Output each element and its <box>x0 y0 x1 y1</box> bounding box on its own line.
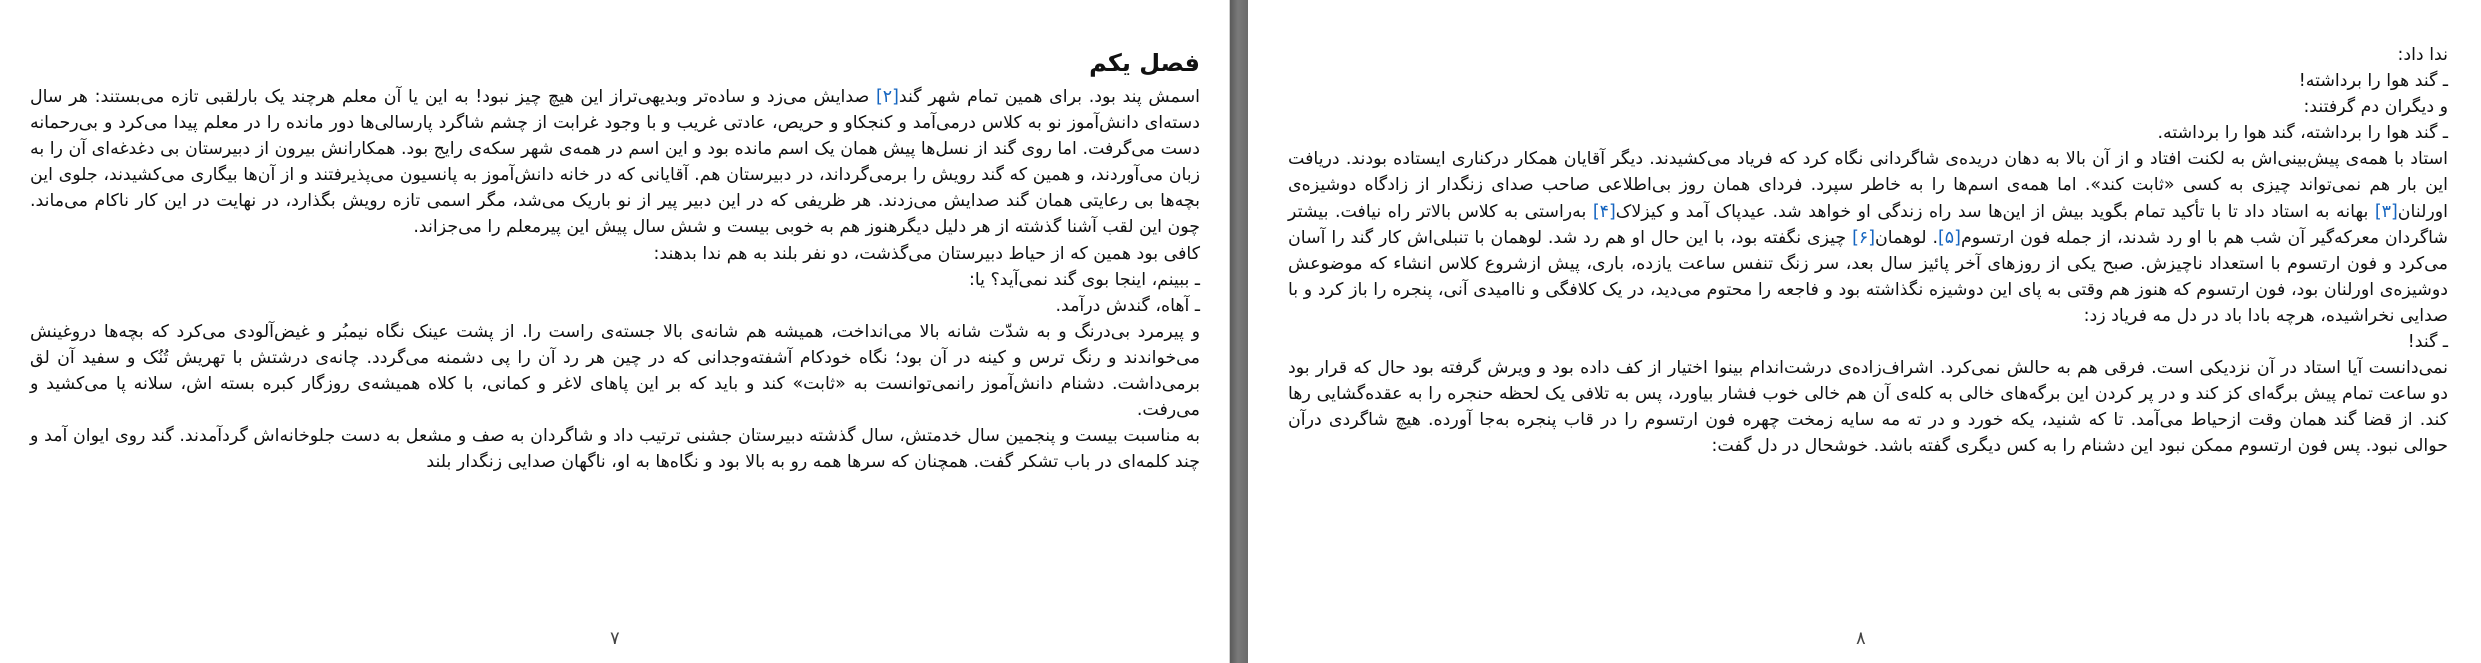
paragraph <box>1288 355 2448 459</box>
left-page-text <box>30 46 1200 475</box>
paragraph-text: به‌راستی به کلاس بالاتر راه نیافت. بیشتر شاگردان معرکه‌گیر آن شب هم با او رد شدند، از جمله فون ارتسوم <box>1288 201 2449 248</box>
page-number-left: ۷ <box>610 628 620 649</box>
paragraph-text: ـ گند هوا را برداشته، گند هوا را برداشته. <box>2157 123 2448 144</box>
paragraph-text: استاد با همه‌ی پیش‌بینی‌اش به لکنت افتاد و از آن بالا به دهان دریده‌ی شاگردانی نگاه کرد که فریاد می‌کشیدند. دیگر آقایان همکار درکناری ایستاده بودند. دریافت این بار هم نمی‌تواند چیزی به کسی «ثابت کند». اما همه‌ی اسم‌ها را به خاطر سپرد. فردای همان روز بی‌اطلاعی صاحب صدای زنگدار از زادگاه دوشیزه‌ی اورلنان <box>1288 149 2448 222</box>
paragraph <box>30 423 1200 475</box>
footnote-link[interactable]: [۵] <box>1938 227 1961 248</box>
right-page-text <box>1288 42 2448 460</box>
left-page <box>0 0 1230 663</box>
paragraph-text: صدایش می‌زد و ساده‌تر وبدیهی‌تراز این هیچ چیز نبود! به این یا آن معلم هرچند یک بارلقبی تازه می‌بستند: هر سال دسته‌ای دانش‌آموز نو به کلاس درمی‌آمد و کنجکاو و حریص، عادتی غریب و با وجود غرابت از چشم شاگرد پارسالی‌ها دور مانده را در معلم پیدا می‌کرد و بی‌رحمانه دست می‌گرفت. اما روی گند از نسل‌ها پیش همان یک اسم مانده بود و این اسم در همه‌ی شهر سکه‌ی رایج بود. همکارانش بیرون از دبیرستان بی دغدغه‌ای آن را به زبان می‌آوردند، و همین که گند رویش را برمی‌گرداند، در دبیرستان هم. آقایانی که در خانه دانش‌آموز به پانسیون می‌پذیرفتند و از آن‌ها بیگاری می‌کشیدند، جلوی این بچه‌ها بی رعایتی همان گند صدایش می‌زدند. هر ظریفی که در این دبیر پیر از نو باریک می‌شد، مگر اسمی تازه رویش بگذارد، در نهایت در این کار ناکام می‌ماند. چون این لقب آشنا گذشته از هر دلیل دیگرهنوز هم به خوبی بیست و شش سال پیش این پیرمعلم را می‌جزاند. <box>30 87 1200 238</box>
paragraph-text: کافی بود همین که از حیاط دبیرستان می‌گذشت، دو نفر بلند به هم ندا بدهند: <box>653 243 1200 264</box>
paragraph <box>30 319 1200 423</box>
paragraph-text: ندا داد: <box>2397 45 2448 65</box>
paragraph <box>30 293 1200 319</box>
footnote-link[interactable]: [۴] <box>1592 201 1616 222</box>
left-paragraphs <box>30 84 1200 475</box>
paragraph <box>1288 94 2448 120</box>
paragraph <box>30 241 1200 267</box>
footnote-link[interactable]: [۲] <box>875 87 899 107</box>
paragraph-text: ـ گند هوا را برداشته! <box>2298 71 2448 92</box>
footnote-link[interactable]: [۶] <box>1852 227 1875 248</box>
chapter-title: فصل یکم <box>1089 49 1200 77</box>
paragraph-text: ـ آهاه، گندش درآمد. <box>1055 295 1200 316</box>
right-paragraphs <box>1288 42 2448 460</box>
right-page <box>1248 0 2481 663</box>
paragraph <box>30 267 1200 293</box>
paragraph <box>1288 329 2448 355</box>
paragraph <box>1288 146 2448 329</box>
paragraph-text: ـ گند! <box>2407 332 2448 353</box>
paragraph <box>1288 68 2448 94</box>
paragraph-text: به مناسبت بیست و پنجمین سال خدمتش، سال گذشته دبیرستان جشنی ترتیب داد و شاگردان به صف و مشعل به دست جلوخانه‌اش گردآمدند. گند روی ایوان آمد و چند کلمه‌ای در باب تشکر گفت. همچنان که سرها همه رو به بالا بود و نگاه‌ها به او، ناگهان صدایی زنگدار بلند <box>30 426 1200 473</box>
paragraph-text: و دیگران دم گرفتند: <box>2303 97 2448 118</box>
paragraph-text: اسمش پند بود. برای همین تمام شهر گند <box>898 87 1201 107</box>
paragraph-text: . لوهمان <box>1875 227 1938 248</box>
paragraph-text: و پیرمرد بی‌درنگ و به شدّت شانه بالا می‌انداخت، همیشه هم شانه‌ی بالا جسته‌ی راست را. از پشت عینک نگاه نیمبُر و غیض‌آلودی می‌کرد که بچه‌ها دروغینش می‌خواندند و رنگ ترس و کینه در آن بود؛ نگاه خودکام آشفته‌وجدانی که در چین هر رد آن را پی دشمنه می‌گردد. چانه‌ی درشتش با تهریش تُنُک و سفید آن لق برمی‌داشت. دشنام دانش‌آموز رانمی‌توانست به «ثابت» کند و باید که بر این پاهای لاغر و کمانی، با کلاه همیشه‌ی روزگار کبره بسته اش، سلانه پا می‌کشید و می‌رفت. <box>30 321 1200 421</box>
paragraph-text: بهانه به استاد داد تا با تأکید تمام بگوید بیش از این‌ها سد راه زندگی او خواهد شد. عیدپاک آمد و کیزلاک <box>1615 201 2375 222</box>
paragraph-text: چیزی نگفته بود، با این حال او هم رد شد. لوهمان با تنبلی‌اش کار گند را آسان می‌کرد و فون ارتسوم با استعداد ناچیزش. صبح یکی از روزهای آخر پائیز سال بعد، سر زنگ تنفس ساعت یازده، باری، پیش ازشروع کلاس انشاء که موضوعش دوشیزه‌ی اورلنان بود، فون ارتسوم که هنوز هم وقتی به پای این دوشیزه نگذاشته بود و فاجعه را محتوم می‌دید، در یک کلافگی و ناامیدی آنی، پنجره را باز کرد و با صدایی نخراشیده، هرچه بادا باد در دل مه فریاد زد: <box>1288 227 2448 326</box>
paragraph-text: نمی‌دانست آیا استاد در آن نزدیکی است. فرقی هم به حالش نمی‌کرد. اشراف‌زاده‌ی درشت‌اندام بینوا اختیار از کف داده بود و ویرش گرفته بود حال که قرار بود دو ساعت تمام پیش برگه‌ای کز کند و در پر کردن این برگه‌های خالی به کله‌ی آن هم خالی خوب فشار بیاورد، پس به تلافی یک لحظه حنجره را به عقده‌گشایی رها کند. از قضا گند همان وقت ازحیاط می‌آمد. تا که شنید، یکه خورد و در ته مه سایه زمخت چهره فون ارتسوم را در قاب پنجره به‌جا آورده. هیچ شاگردی درآن حوالی نبود. پس فون ارتسوم ممکن نبود این دشنام را به کس دیگری گفته باشد. خوشحال در دل گفت: <box>1288 358 2448 457</box>
page-number-right: ۸ <box>1856 628 1866 649</box>
paragraph <box>30 84 1200 241</box>
footnote-link[interactable]: [۳] <box>2374 201 2398 222</box>
paragraph <box>1288 42 2448 68</box>
paragraph <box>1288 120 2448 146</box>
book-spine-gutter <box>1230 0 1248 663</box>
paragraph-text: ـ ببینم، اینجا بوی گند نمی‌آید؟ یا: <box>969 269 1200 290</box>
